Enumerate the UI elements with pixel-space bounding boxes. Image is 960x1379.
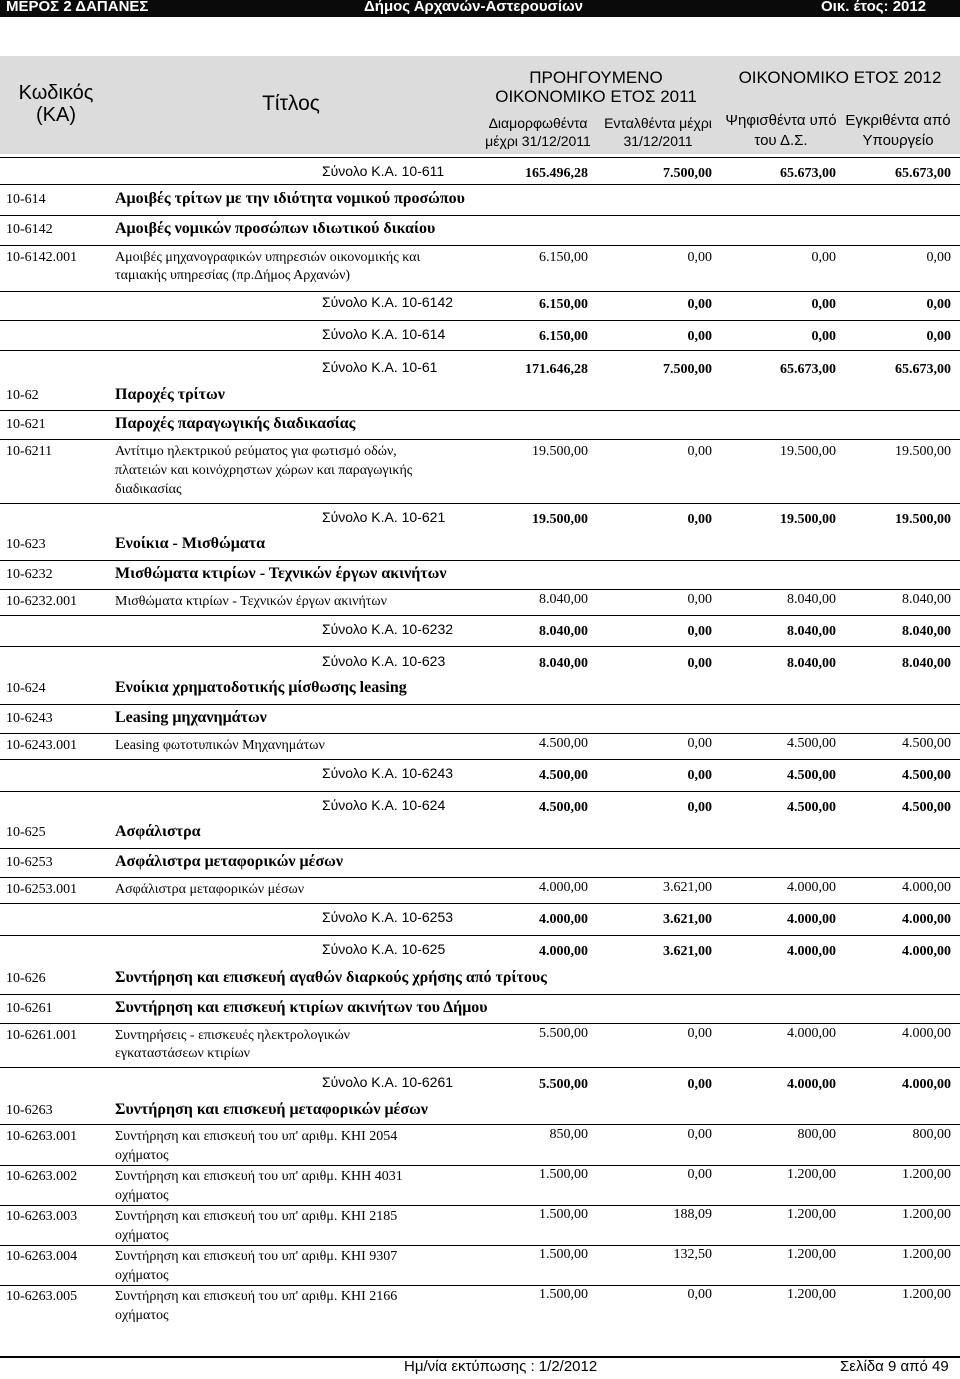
header-prev-paid: Ενταλθέντα μέχρι 31/12/2011 [604, 115, 712, 149]
row-divider [0, 350, 960, 351]
item-code: 10-6263.001 [6, 1129, 78, 1144]
total-prev-adjusted: 4.500,00 [539, 800, 588, 815]
item-code: 10-6263.005 [6, 1289, 78, 1304]
item-prev-adjusted: 4.500,00 [539, 736, 588, 751]
item-title-cont: οχήματος [115, 1228, 169, 1243]
row-divider [0, 320, 960, 321]
row-divider [0, 589, 960, 590]
item-prev-paid: 3.621,00 [663, 880, 712, 895]
total-prev-adjusted: 4.500,00 [539, 768, 588, 783]
total-prev-adjusted: 6.150,00 [539, 297, 588, 312]
total-label: Σύνολο Κ.Α. 10-624 [322, 797, 446, 813]
total-label: Σύνολο Κ.Α. 10-61 [322, 359, 438, 375]
row-divider [0, 291, 960, 292]
header-prev-year: ΠΡΟΗΓΟΥΜΕΝΟ ΟΙΚΟΝΟΜΙΚΟ ΕΤΟΣ 2011 [495, 68, 697, 106]
item-cur-voted: 1.200,00 [787, 1287, 836, 1302]
row-divider [0, 704, 960, 705]
item-cur-voted: 4.000,00 [787, 1026, 836, 1041]
group-code: 10-626 [6, 971, 46, 986]
total-label: Σύνολο Κ.Α. 10-6253 [322, 909, 454, 925]
item-code: 10-6261.001 [6, 1028, 78, 1043]
item-cur-voted: 4.000,00 [787, 880, 836, 895]
row-divider [0, 646, 960, 647]
group-code: 10-6261 [6, 1001, 53, 1016]
row-divider [0, 503, 960, 504]
group-title: Συντήρηση και επισκευή μεταφορικών μέσων [115, 1101, 428, 1118]
item-prev-paid: 0,00 [687, 1167, 712, 1182]
header-cur-approved: Εγκριθέντα από Υπουργείο [845, 112, 951, 149]
total-cur-approved: 0,00 [926, 329, 951, 344]
group-code: 10-6253 [6, 855, 53, 870]
item-prev-paid: 0,00 [687, 444, 712, 459]
total-prev-adjusted: 8.040,00 [539, 624, 588, 639]
group-code: 10-6142 [6, 222, 53, 237]
group-title: Ενοίκια - Μισθώματα [115, 535, 265, 552]
item-prev-paid: 188,09 [673, 1207, 712, 1222]
item-title-cont: πλατειών και κοινόχρηστων χώρων και παραγωγικής [115, 463, 413, 478]
row-divider [0, 935, 960, 936]
total-label: Σύνολο Κ.Α. 10-6232 [322, 621, 454, 637]
total-cur-voted: 65.673,00 [780, 362, 836, 377]
total-cur-approved: 4.000,00 [902, 944, 951, 959]
item-prev-adjusted: 8.040,00 [539, 592, 588, 607]
group-title: Μισθώματα κτιρίων - Τεχνικών έργων ακινήτων [115, 565, 447, 582]
group-code: 10-6243 [6, 711, 53, 726]
item-prev-adjusted: 19.500,00 [532, 444, 588, 459]
total-prev-adjusted: 171.646,28 [525, 362, 588, 377]
page-number: Σελίδα 9 από 49 [840, 1358, 949, 1375]
item-title: Συντήρηση και επισκευή του υπ' αριθμ. ΚΗΙ 2166 [115, 1289, 398, 1304]
row-divider [0, 759, 960, 760]
item-cur-approved: 0,00 [926, 250, 951, 265]
total-prev-paid: 0,00 [687, 297, 712, 312]
row-divider [0, 903, 960, 904]
total-prev-paid: 0,00 [687, 1077, 712, 1092]
item-title: Συντηρήσεις - επισκευές ηλεκτρολογικών [115, 1028, 350, 1043]
row-divider [0, 410, 960, 411]
group-code: 10-624 [6, 681, 46, 696]
item-cur-approved: 1.200,00 [902, 1247, 951, 1262]
group-code: 10-6263 [6, 1103, 53, 1118]
header-cur-year: ΟΙΚΟΝΟΜΙΚΟ ΕΤΟΣ 2012 [738, 68, 942, 87]
row-divider [0, 615, 960, 616]
total-prev-paid: 3.621,00 [663, 912, 712, 927]
total-prev-paid: 0,00 [687, 768, 712, 783]
header-cur-voted: Ψηφισθέντα υπό του Δ.Σ. [725, 112, 837, 149]
table-header [0, 56, 960, 154]
total-cur-approved: 4.500,00 [902, 768, 951, 783]
total-prev-paid: 7.500,00 [663, 166, 712, 181]
group-title: Αμοιβές νομικών προσώπων ιδιωτικού δικαίου [115, 220, 436, 237]
item-prev-adjusted: 850,00 [549, 1127, 588, 1142]
total-prev-paid: 7.500,00 [663, 362, 712, 377]
item-title-cont: ταμιακής υπηρεσίας (πρ.Δήμος Αρχανών) [115, 268, 351, 283]
item-title-cont: εγκαταστάσεων κτιρίων [115, 1046, 251, 1061]
item-code: 10-6263.003 [6, 1209, 78, 1224]
row-divider [0, 877, 960, 878]
item-prev-adjusted: 5.500,00 [539, 1026, 588, 1041]
fiscal-year: Οικ. έτος: 2012 [821, 0, 927, 15]
item-title: Αντίτιμο ηλεκτρικού ρεύματος για φωτισμό οδών, [115, 444, 397, 459]
item-title: Ασφάλιστρα μεταφορικών μέσων [115, 882, 305, 897]
item-cur-voted: 4.500,00 [787, 736, 836, 751]
group-code: 10-625 [6, 825, 46, 840]
group-title: Ενοίκια χρηματοδοτικής μίσθωσης leasing [115, 679, 407, 696]
item-code: 10-6243.001 [6, 738, 78, 753]
total-cur-voted: 4.000,00 [787, 912, 836, 927]
total-label: Σύνολο Κ.Α. 10-614 [322, 326, 446, 342]
item-title: Αμοιβές μηχανογραφικών υπηρεσιών οικονομικής και [115, 250, 421, 265]
item-title: Leasing φωτοτυπικών Μηχανημάτων [115, 738, 325, 753]
total-cur-approved: 19.500,00 [895, 512, 951, 527]
item-title-cont: οχήματος [115, 1308, 169, 1323]
item-cur-voted: 1.200,00 [787, 1207, 836, 1222]
item-title: Μισθώματα κτιρίων - Τεχνικών έργων ακινήτων [115, 594, 387, 609]
group-code: 10-6232 [6, 567, 53, 582]
header-prev-adjusted: Διαμορφωθέντα μέχρι 31/12/2011 [485, 115, 591, 149]
item-title-cont: διαδικασίας [115, 482, 182, 497]
total-prev-paid: 3.621,00 [663, 944, 712, 959]
total-cur-approved: 8.040,00 [902, 624, 951, 639]
total-prev-paid: 0,00 [687, 329, 712, 344]
total-label: Σύνολο Κ.Α. 10-623 [322, 653, 446, 669]
total-cur-voted: 4.000,00 [787, 1077, 836, 1092]
item-prev-adjusted: 1.500,00 [539, 1167, 588, 1182]
item-code: 10-6263.002 [6, 1169, 78, 1184]
row-divider [0, 245, 960, 246]
total-cur-voted: 0,00 [811, 297, 836, 312]
total-prev-paid: 0,00 [687, 624, 712, 639]
item-cur-approved: 1.200,00 [902, 1167, 951, 1182]
row-divider [0, 1023, 960, 1024]
top-bar [0, 0, 960, 17]
item-cur-voted: 8.040,00 [787, 592, 836, 607]
total-cur-approved: 4.000,00 [902, 912, 951, 927]
total-cur-approved: 4.000,00 [902, 1077, 951, 1092]
item-prev-paid: 0,00 [687, 736, 712, 751]
item-title-cont: οχήματος [115, 1148, 169, 1163]
total-label: Σύνολο Κ.Α. 10-625 [322, 941, 446, 957]
item-code: 10-6263.004 [6, 1249, 78, 1264]
item-title-cont: οχήματος [115, 1268, 169, 1283]
total-cur-approved: 0,00 [926, 297, 951, 312]
municipality-name: Δήμος Αρχανών-Αστερουσίων [364, 0, 583, 15]
item-prev-adjusted: 4.000,00 [539, 880, 588, 895]
item-cur-approved: 4.000,00 [902, 880, 951, 895]
row-divider [0, 1245, 960, 1246]
item-title-cont: οχήματος [115, 1188, 169, 1203]
total-label: Σύνολο Κ.Α. 10-6261 [322, 1074, 454, 1090]
item-prev-adjusted: 1.500,00 [539, 1207, 588, 1222]
total-label: Σύνολο Κ.Α. 10-6243 [322, 765, 454, 781]
group-code: 10-62 [6, 388, 39, 403]
row-divider [0, 1205, 960, 1206]
header-code: Κωδικός (ΚΑ) [18, 82, 94, 126]
total-label: Σύνολο Κ.Α. 10-6142 [322, 294, 454, 310]
total-prev-adjusted: 165.496,28 [525, 166, 588, 181]
print-date: Ημ/νία εκτύπωσης : 1/2/2012 [404, 1358, 598, 1375]
row-divider [0, 994, 960, 995]
total-cur-voted: 8.040,00 [787, 656, 836, 671]
total-cur-approved: 8.040,00 [902, 656, 951, 671]
row-divider [0, 1285, 960, 1286]
row-divider [0, 1067, 960, 1068]
group-code: 10-623 [6, 537, 46, 552]
total-prev-adjusted: 19.500,00 [532, 512, 588, 527]
row-divider [0, 157, 960, 158]
item-code: 10-6211 [6, 444, 53, 459]
item-prev-paid: 0,00 [687, 250, 712, 265]
total-prev-adjusted: 4.000,00 [539, 944, 588, 959]
group-title: Παροχές τρίτων [115, 386, 225, 403]
item-prev-paid: 0,00 [687, 592, 712, 607]
row-divider [0, 1124, 960, 1125]
item-cur-approved: 4.000,00 [902, 1026, 951, 1041]
item-code: 10-6142.001 [6, 250, 78, 265]
total-cur-voted: 4.000,00 [787, 944, 836, 959]
total-prev-adjusted: 5.500,00 [539, 1077, 588, 1092]
item-title: Συντήρηση και επισκευή του υπ' αριθμ. ΚΗΙ 9307 [115, 1249, 398, 1264]
item-prev-paid: 0,00 [687, 1287, 712, 1302]
total-cur-approved: 4.500,00 [902, 800, 951, 815]
total-cur-approved: 65.673,00 [895, 166, 951, 181]
total-prev-paid: 0,00 [687, 656, 712, 671]
item-cur-approved: 800,00 [912, 1127, 951, 1142]
item-cur-approved: 1.200,00 [902, 1287, 951, 1302]
total-prev-paid: 0,00 [687, 800, 712, 815]
item-title: Συντήρηση και επισκευή του υπ' αριθμ. ΚΗΗ 4031 [115, 1169, 403, 1184]
row-divider [0, 848, 960, 849]
item-prev-adjusted: 1.500,00 [539, 1287, 588, 1302]
item-cur-voted: 0,00 [811, 250, 836, 265]
total-cur-voted: 4.500,00 [787, 768, 836, 783]
item-cur-voted: 800,00 [797, 1127, 836, 1142]
total-cur-voted: 65.673,00 [780, 166, 836, 181]
item-code: 10-6253.001 [6, 882, 78, 897]
total-cur-approved: 65.673,00 [895, 362, 951, 377]
group-title: Ασφάλιστρα [115, 823, 201, 840]
row-divider [0, 733, 960, 734]
row-divider [0, 184, 960, 185]
total-cur-voted: 4.500,00 [787, 800, 836, 815]
row-divider [0, 439, 960, 440]
item-cur-voted: 19.500,00 [780, 444, 836, 459]
group-title: Παροχές παραγωγικής διαδικασίας [115, 415, 356, 432]
item-cur-approved: 1.200,00 [902, 1207, 951, 1222]
item-cur-voted: 1.200,00 [787, 1167, 836, 1182]
row-divider [0, 791, 960, 792]
item-prev-adjusted: 6.150,00 [539, 250, 588, 265]
total-prev-paid: 0,00 [687, 512, 712, 527]
total-cur-voted: 8.040,00 [787, 624, 836, 639]
header-title: Τίτλος [262, 92, 320, 115]
group-title: Συντήρηση και επισκευή αγαθών διαρκούς χρήσης από τρίτους [115, 969, 547, 986]
row-divider [0, 1165, 960, 1166]
row-divider [0, 560, 960, 561]
group-title: Συντήρηση και επισκευή κτιρίων ακινήτων του Δήμου [115, 999, 488, 1016]
total-prev-adjusted: 4.000,00 [539, 912, 588, 927]
group-title: Αμοιβές τρίτων με την ιδιότητα νομικού προσώπου [115, 190, 465, 207]
group-code: 10-614 [6, 192, 46, 207]
item-prev-adjusted: 1.500,00 [539, 1247, 588, 1262]
row-divider [0, 215, 960, 216]
item-prev-paid: 0,00 [687, 1026, 712, 1041]
group-title: Ασφάλιστρα μεταφορικών μέσων [115, 853, 343, 870]
item-cur-approved: 8.040,00 [902, 592, 951, 607]
total-cur-voted: 0,00 [811, 329, 836, 344]
item-prev-paid: 0,00 [687, 1127, 712, 1142]
item-prev-paid: 132,50 [673, 1247, 712, 1262]
item-code: 10-6232.001 [6, 594, 78, 609]
section-title: ΜΕΡΟΣ 2 ΔΑΠΑΝΕΣ [6, 0, 149, 15]
total-cur-voted: 19.500,00 [780, 512, 836, 527]
item-title: Συντήρηση και επισκευή του υπ' αριθμ. ΚΗΙ 2054 [115, 1129, 398, 1144]
total-prev-adjusted: 8.040,00 [539, 656, 588, 671]
group-title: Leasing μηχανημάτων [115, 709, 267, 726]
total-label: Σύνολο Κ.Α. 10-621 [322, 509, 446, 525]
group-code: 10-621 [6, 417, 46, 432]
total-label: Σύνολο Κ.Α. 10-611 [322, 163, 445, 179]
total-prev-adjusted: 6.150,00 [539, 329, 588, 344]
item-cur-approved: 19.500,00 [895, 444, 951, 459]
item-title: Συντήρηση και επισκευή του υπ' αριθμ. ΚΗΙ 2185 [115, 1209, 398, 1224]
item-cur-approved: 4.500,00 [902, 736, 951, 751]
item-cur-voted: 1.200,00 [787, 1247, 836, 1262]
